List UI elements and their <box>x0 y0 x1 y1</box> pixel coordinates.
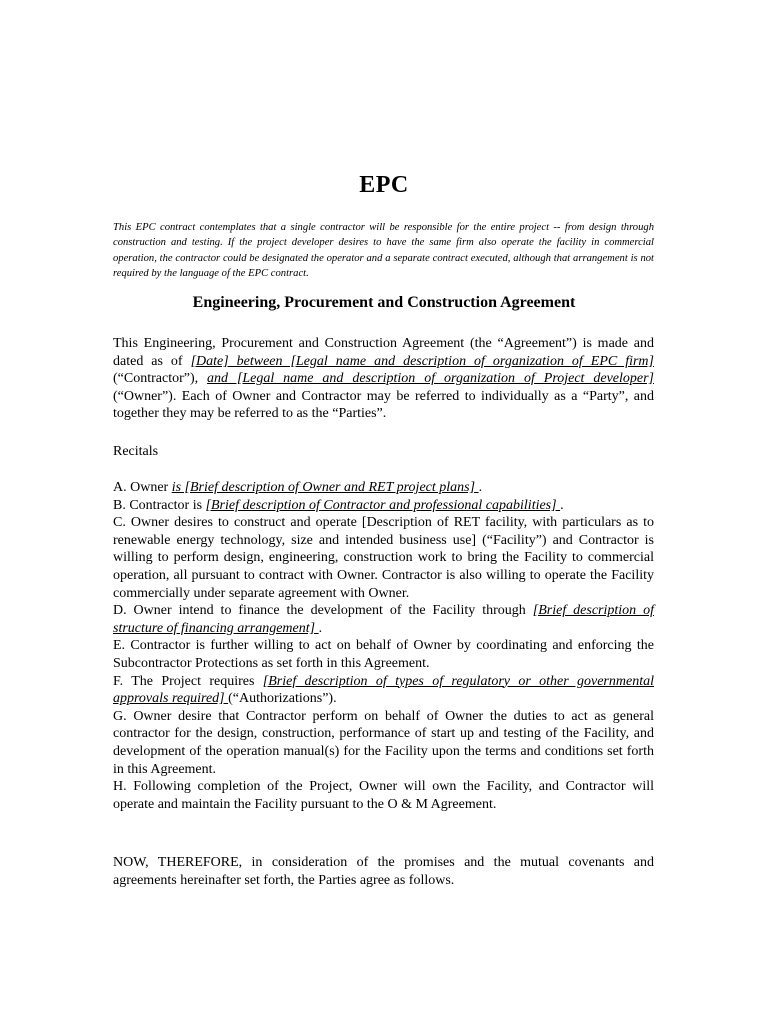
owner-placeholder: and [Legal name and description of organization of Project developer] <box>207 371 654 387</box>
recitals-heading: Recitals <box>113 444 159 459</box>
recital-a-placeholder: is [Brief description of Owner and RET project plans] <box>171 480 479 495</box>
recital-f-placeholder: [Brief description of types of regulatory or other governmental approvals required] <box>113 673 654 707</box>
recital-b-placeholder: [Brief description of Contractor and professional capabilities] <box>205 497 561 513</box>
recital-h: H. Following completion of the Project, Owner will own the Facility, and Contractor will operate and maintain the Facility pursuant to the O & M Agreement. <box>113 779 654 812</box>
intro-note: This EPC contract contemplates that a single contractor will be responsible for the entire project -- from design through construction and testing. If the project developer desires to have the same firm also operate the facility in commercial operation, the contractor could be designated the operator and a separate contract executed, although that arrangement is not required by the language of the EPC contract. <box>113 222 654 279</box>
recital-d-placeholder: [Brief description of structure of financing arrangement] <box>113 603 654 636</box>
now-therefore-paragraph: NOW, THEREFORE, in consideration of the promises and the mutual covenants and agreements hereinafter set forth, the Parties agree as follows. <box>113 855 654 888</box>
recital-e: E. Contractor is further willing to act on behalf of Owner by coordinating and enforcing the Subcontractor Protections as set forth in this Agreement. <box>113 638 654 671</box>
recitals-list <box>113 479 654 813</box>
agreement-text-1: This Engineering, Procurement and Construction Agreement (the “Agreement”) is made and dated as of <box>113 336 654 369</box>
recital-c: C. Owner desires to construct and operate [Description of RET facility, with particulars as to renewable energy technology, size and intended business use] (“Facility”) and Contractor is willing to perform design, engineering, construction work to bring the Facility to commercial operation, all pursuant to contract with Owner. Contractor is also willing to operate the Facility commercially under separate agreement with Owner. <box>113 515 654 601</box>
recital-d: D. Owner intend to finance the development of the Facility through [Brief description of structure of financing arrangement] . <box>113 603 654 636</box>
recital-f: F. The Project requires [Brief description of types of regulatory or other governmental approvals required] (“Authorizations”). <box>113 673 654 707</box>
agreement-text-3: (“Owner”). Each of Owner and Contractor may be referred to individually as a “Party”, and together they may be referred to as the “Parties”. <box>113 388 654 422</box>
date-epc-placeholder: [Date] between [Legal name and description of organization of EPC firm] <box>190 353 654 369</box>
recital-a: A. Owner is [Brief description of Owner and RET project plans] . <box>113 480 483 495</box>
recital-b: B. Contractor is [Brief description of Contractor and professional capabilities] . <box>113 497 564 513</box>
recital-g: G. Owner desire that Contractor perform on behalf of Owner the duties to act as general contractor for the design, construction, performance of start up and testing of the Facility, and development of the operation manual(s) for the Facility upon the terms and conditions set forth in this Agreement. <box>113 708 654 777</box>
agreement-title: Engineering, Procurement and Construction Agreement <box>192 294 576 311</box>
agreement-paragraph <box>113 335 654 423</box>
document-title: EPC <box>359 172 409 198</box>
agreement-text-2: (“Contractor”), <box>113 371 208 387</box>
